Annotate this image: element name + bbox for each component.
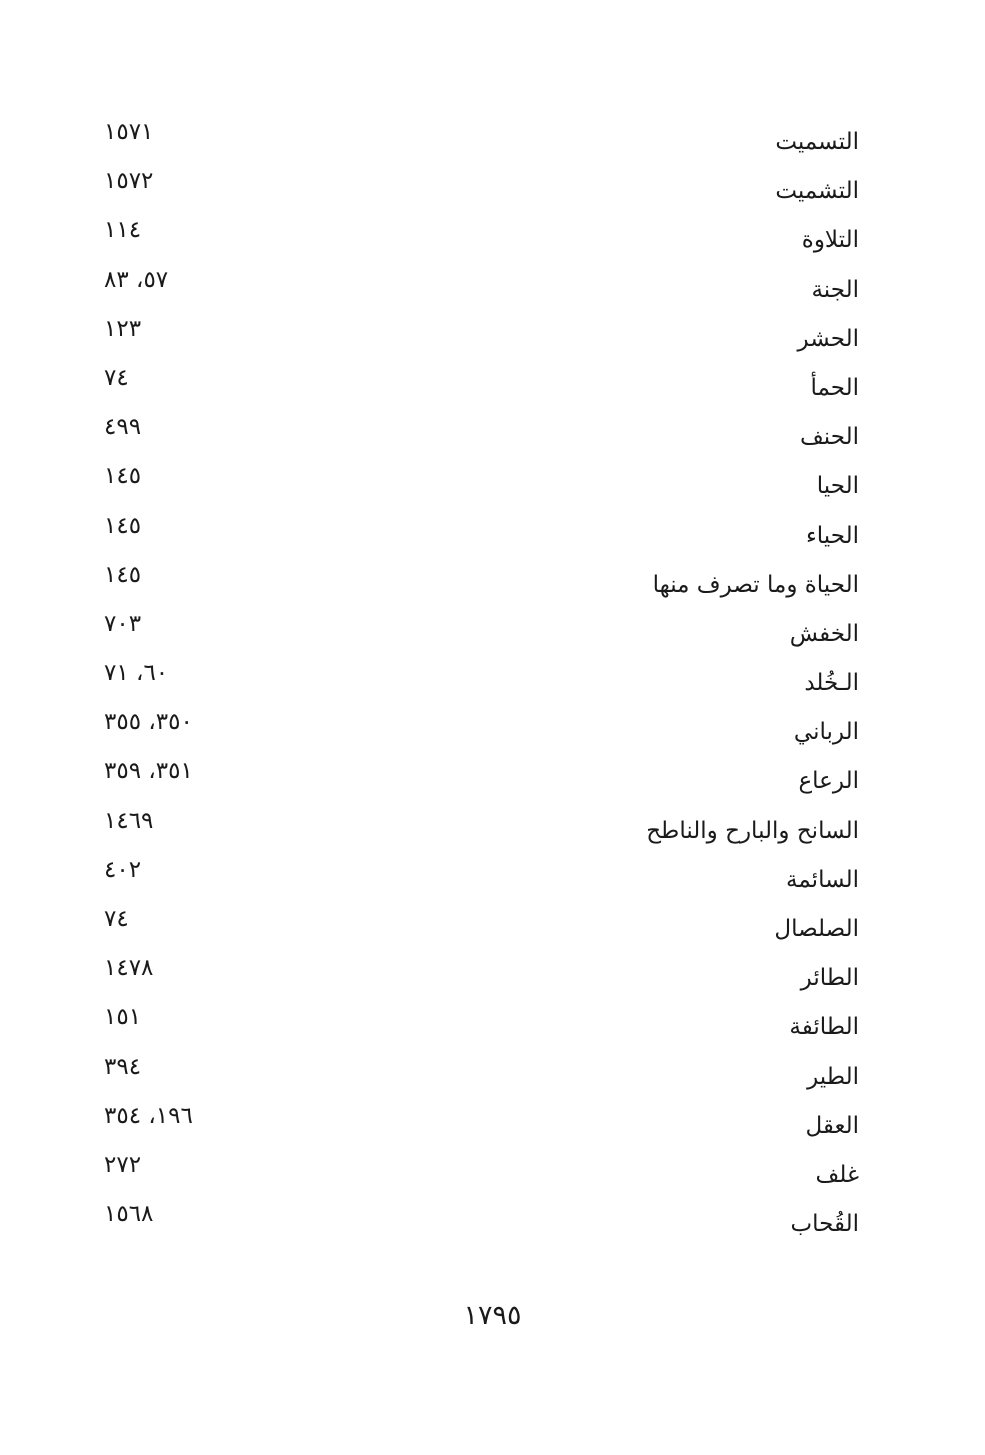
index-entry [0, 752, 985, 801]
entry-pages: ١٢٣ [104, 315, 142, 342]
entry-term: السائمة [786, 866, 859, 893]
entry-pages: ١٤٥ [104, 463, 142, 490]
index-entry [0, 605, 985, 654]
entry-term: التشميت [775, 178, 859, 205]
entry-term: التلاوة [801, 227, 859, 254]
entry-pages: ١٥٧٢ [104, 168, 154, 195]
entry-pages: ١٤٦٩ [104, 807, 154, 834]
entry-term: الحمأ [810, 374, 859, 401]
entry-pages: ٣٩٤ [104, 1053, 142, 1080]
index-list [0, 113, 985, 1244]
entry-term: العقل [805, 1112, 859, 1139]
entry-term: الحنف [800, 424, 859, 451]
index-entry [0, 408, 985, 457]
entry-pages: ١٤٥ [104, 512, 142, 539]
index-entry [0, 1048, 985, 1097]
entry-pages: ١٤٧٨ [104, 955, 154, 982]
index-entry [0, 998, 985, 1047]
entry-pages: ٧٤ [104, 364, 129, 391]
index-entry [0, 949, 985, 998]
entry-term: الطائفة [789, 1014, 859, 1041]
index-entry [0, 162, 985, 211]
entry-pages: ٤٠٢ [104, 856, 142, 883]
index-entry [0, 703, 985, 752]
entry-term: التسميت [775, 129, 859, 155]
index-entry [0, 211, 985, 260]
entry-pages: ٣٥٠، ٣٥٥ [104, 709, 193, 736]
entry-term: الحيا [816, 473, 859, 500]
entry-term: الحياة وما تصرف منها [652, 571, 859, 598]
entry-term: الرعاع [798, 768, 859, 795]
index-entry [0, 261, 985, 310]
index-entry [0, 310, 985, 359]
entry-pages: ٢٧٢ [104, 1151, 142, 1178]
entry-pages: ١٥١ [104, 1004, 142, 1031]
index-entry [0, 654, 985, 703]
index-entry [0, 359, 985, 408]
entry-pages: ٧٤ [104, 906, 129, 932]
page-number: ١٧٩٥ [463, 1300, 522, 1331]
index-entry [0, 457, 985, 506]
entry-term: الجنة [811, 276, 859, 303]
index-entry [0, 113, 985, 162]
entry-term: الصلصال [774, 916, 859, 942]
entry-pages: ١٩٦، ٣٥٤ [104, 1102, 193, 1129]
entry-pages: ٧٠٣ [104, 610, 142, 637]
index-entry [0, 851, 985, 900]
entry-pages: ٦٠، ٧١ [104, 660, 169, 687]
entry-term: السانح والبارح والناطح [646, 817, 859, 844]
index-entry [0, 1195, 985, 1244]
index-entry [0, 1146, 985, 1195]
entry-term: الخفش [789, 620, 859, 647]
index-entry [0, 802, 985, 851]
entry-term: الـخُلد [804, 670, 859, 697]
entry-term: الطائر [800, 965, 859, 992]
index-entry [0, 900, 985, 949]
index-entry [0, 556, 985, 605]
entry-term: غلف [815, 1161, 859, 1188]
index-entry [0, 507, 985, 556]
entry-term: الرباني [793, 719, 859, 746]
entry-pages: ٥٧، ٨٣ [104, 266, 169, 293]
entry-term: الطير [807, 1063, 859, 1090]
index-entry [0, 1097, 985, 1146]
entry-term: القُحاب [790, 1211, 859, 1238]
entry-pages: ١٤٥ [104, 561, 142, 588]
entry-pages: ٣٥١، ٣٥٩ [104, 758, 193, 785]
entry-term: الحياء [805, 522, 859, 549]
entry-term: الحشر [797, 325, 859, 352]
entry-pages: ١١٤ [104, 217, 142, 244]
entry-pages: ١٥٧١ [104, 119, 154, 145]
entry-pages: ١٥٦٨ [104, 1201, 154, 1228]
entry-pages: ٤٩٩ [104, 414, 142, 441]
